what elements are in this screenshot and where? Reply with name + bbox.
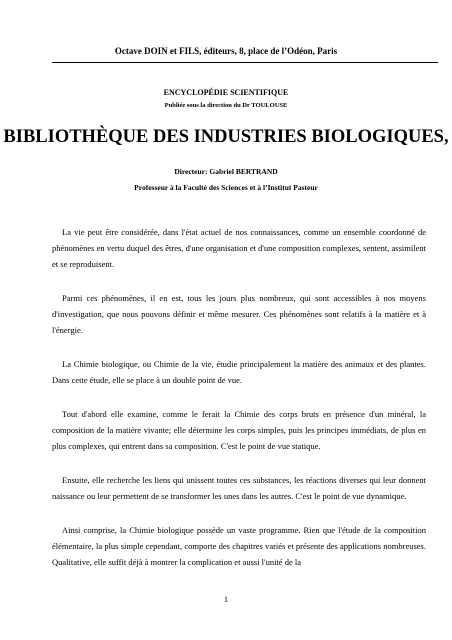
paragraph: La vie peut être considérée, dans l'état actuel de nos connaissances, comme un ensemble coordonné de phénomènes en vertu duquel des êtres, d'une organisation et d'une composition complexes, sentent, assimilent et se reproduisent. <box>52 227 426 269</box>
paragraph: Tout d'abord elle examine, comme le ferait la Chimie des corps bruts en présence d'un minéral, la composition de la matière vivante; elle détermine les corps simples, puis les principes immédiats, de plus en plus complexes, qui entrent dans sa composition. C'est le point de vue statique. <box>52 409 426 451</box>
body-text <box>52 224 426 588</box>
publisher-line: Octave DOIN et FILS, éditeurs, 8, place de l’Odéon, Paris <box>114 46 338 56</box>
series-subtitle: Publiée sous la direction du Dr TOULOUSE <box>164 102 288 109</box>
page-number: 1 <box>224 595 228 604</box>
director-line: Directeur: Gabriel BERTRAND <box>174 167 278 176</box>
professor-line: Professeur à la Faculté des Sciences et à l’Institut Pasteur <box>134 183 318 192</box>
paragraph: La Chimie biologique, ou Chimie de la vie, étudie principalement la matière des animaux et des plantes. Dans cette étude, elle se place à un double point de vue. <box>52 359 426 385</box>
page-title: BIBLIOTHÈQUE DES INDUSTRIES BIOLOGIQUES, <box>3 127 449 147</box>
paragraph: Ensuite, elle recherche les liens qui unissent toutes ces substances, les réactions diverses qui leur donnent naissance ou leur permettent de se transformer les unes dans les autres. C'est le point de vue dynamique. <box>52 475 426 501</box>
series-title: ENCYCLOPÉDIE SCIENTIFIQUE <box>163 88 289 97</box>
paragraph: Parmi ces phénomènes, il en est, tous les jours plus nombreux, qui sont accessibles à nos moyens d'investigation, que nous pouvons définir et même mesurer. Ces phénomènes sont relatifs à la matière et à l'énergie. <box>52 293 426 335</box>
paragraph: Ainsi comprise, la Chimie biologique possède un vaste programme. Rien que l'étude de la composition élémentaire, la plus simple cependant, comporte des chapitres variés et présente des applications nombreuses. Qualitative, elle suffit déjà à montrer la complication et aussi l'unité de la <box>52 525 426 567</box>
header-rule <box>52 62 438 63</box>
